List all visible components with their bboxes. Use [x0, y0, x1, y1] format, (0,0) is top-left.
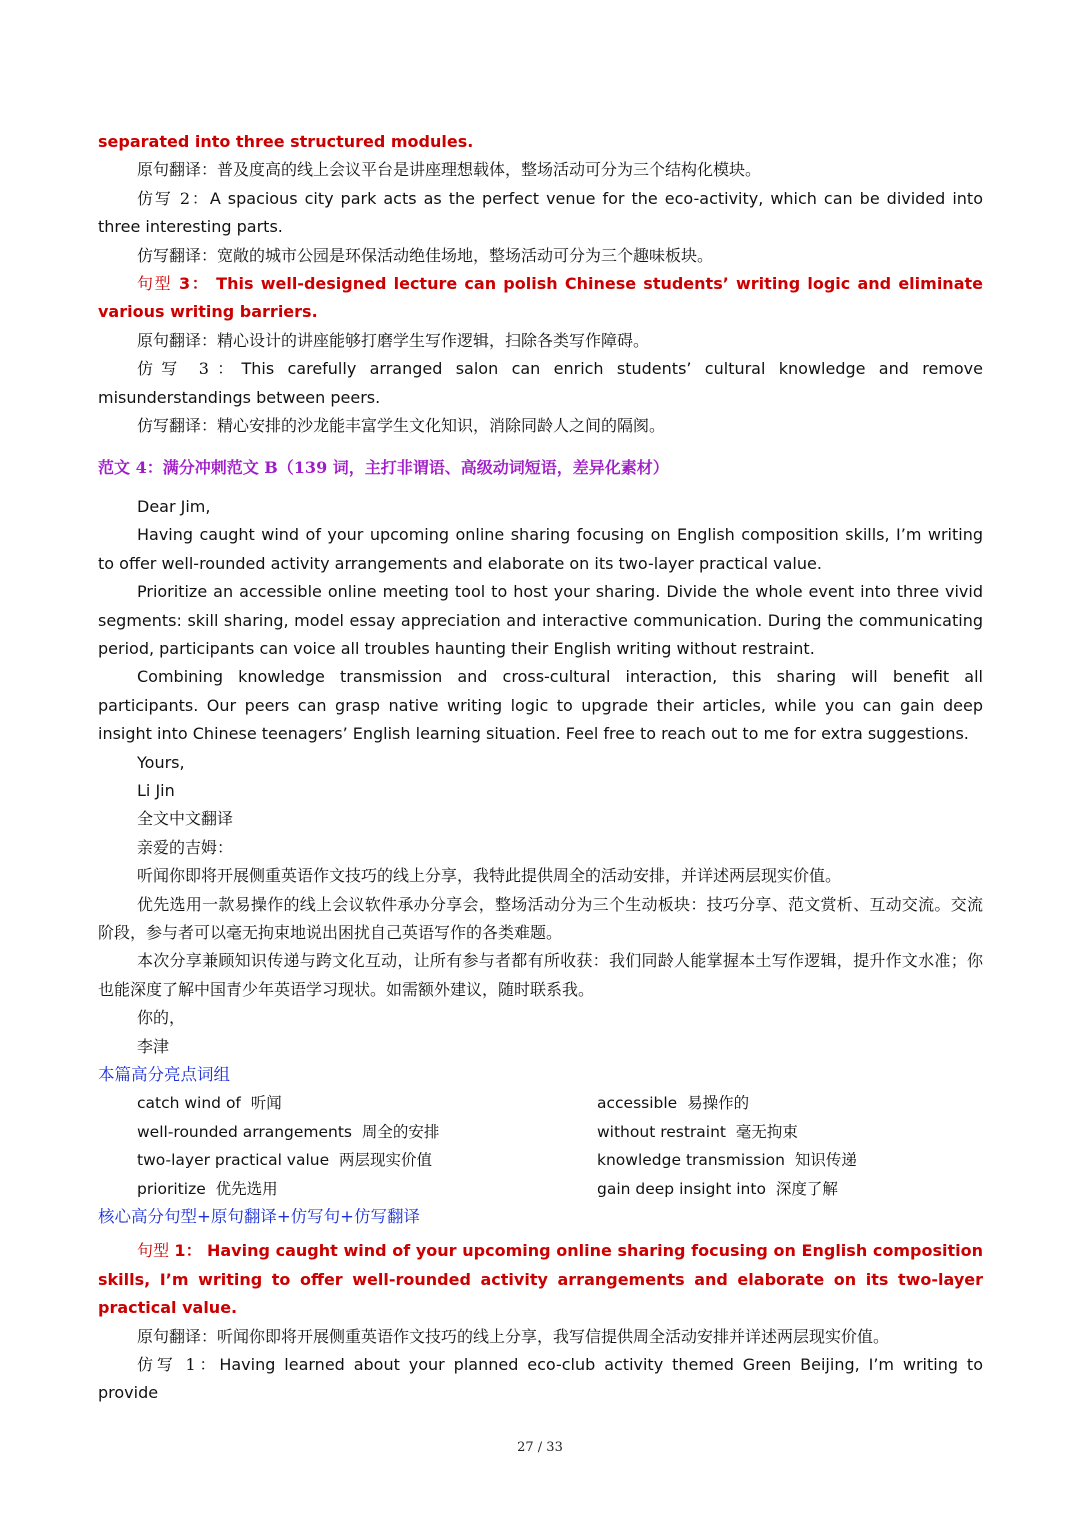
vocab-en: accessible: [597, 1094, 678, 1113]
translation-greeting: 亲爱的吉姆：: [137, 837, 234, 857]
vocab-cn: 毫无拘束: [735, 1122, 798, 1141]
imitation-2-translation: 仿写翻译：宽敞的城市公园是环保活动绝佳场地，整场活动可分为三个趣味板块。: [137, 245, 714, 265]
imitation-2: [98, 185, 983, 242]
translation-paragraph-3: 本次分享兼顾知识传递与跨文化互动，让所有参与者都有所收获：我们同龄人能掌握本土写作逻辑，提升作文水准；你也能深度了解中国青少年英语学习现状。如需额外建议，随时联系我。: [98, 951, 983, 999]
imitation-2-text: A spacious city park acts as the perfect venue for the eco-activity, which can be divided into three interesting parts.: [98, 188, 983, 237]
vocab-en: gain deep insight into: [597, 1179, 766, 1198]
translation-title: 全文中文翻译: [137, 809, 234, 829]
section-4-heading: 范文 4：满分冲刺范文 B（139 词，主打非谓语、高级动词短语，差异化素材）: [98, 458, 669, 478]
pattern-3-label: 句型: [137, 274, 180, 294]
translation-signature: 李津: [137, 1036, 170, 1056]
vocab-item: [597, 1118, 1022, 1146]
imitation-3-text: This carefully arranged salon can enrich students’ cultural knowledge and remove misunderstandings between peers.: [98, 359, 983, 407]
imitation-3-label: 仿写 3：: [137, 359, 242, 379]
letter-paragraph-3: Combining knowledge transmission and cross-cultural interaction, this sharing will benefit all participants. Our peers can grasp native writing logic to upgrade their articles, while you can gain deep insight into Chinese teenagers’ English learning situation. Feel free to reach out to me for extra suggestions.: [98, 667, 983, 744]
vocab-list: [98, 1089, 983, 1203]
page-number: 27 / 33: [517, 1440, 563, 1455]
pattern-1-label: 句型: [137, 1241, 175, 1261]
vocab-en: catch wind of: [137, 1094, 241, 1113]
imitation-2-label: 仿写 2：: [137, 188, 210, 208]
vocab-item: [137, 1089, 597, 1117]
vocab-en: without restraint: [597, 1122, 726, 1141]
chinese-translation: [98, 805, 983, 1061]
letter-greeting: Dear Jim,: [137, 496, 211, 516]
pattern-3-number: 3：: [179, 274, 210, 294]
vocab-en: well-rounded arrangements: [137, 1122, 353, 1141]
vocab-en: knowledge transmission: [597, 1151, 785, 1170]
vocab-item: [137, 1118, 597, 1146]
translation-paragraph-1: 听闻你即将开展侧重英语作文技巧的线上分享，我特此提供周全的活动安排，并详述两层现实价值。: [137, 866, 842, 886]
vocab-item: [597, 1175, 1022, 1203]
pattern-1-text: Having caught wind of your upcoming online sharing focusing on English composition skills, I’m writing to offer well-rounded activity arrangements and elaborate on its two-layer practical value.: [98, 1241, 984, 1318]
pattern-1: [98, 1237, 983, 1322]
letter-paragraph-1: Having caught wind of your upcoming online sharing focusing on English composition skills, I’m writing to offer well-rounded activity arrangements and elaborate on its two-layer practical value.: [98, 525, 983, 573]
imitation-1-label: 仿写 1：: [137, 1355, 220, 1375]
vocab-en: two-layer practical value: [137, 1151, 330, 1170]
vocab-cn: 周全的安排: [361, 1122, 440, 1141]
translation-closing: 你的，: [137, 1008, 186, 1028]
vocab-cn: 易操作的: [687, 1094, 750, 1113]
pattern-2-sentence-end: separated into three structured modules.: [98, 132, 474, 151]
model-letter: [98, 493, 983, 805]
document-page: [98, 128, 983, 1408]
imitation-1-text: Having learned about your planned eco-club activity themed Green Beijing, I’m writing to provide: [98, 1355, 983, 1403]
vocab-heading: 本篇高分亮点词组: [98, 1065, 230, 1084]
pattern-1-number: 1：: [174, 1241, 202, 1261]
vocab-cn: 两层现实价值: [339, 1151, 433, 1170]
pattern-2-translation: 原句翻译：普及度高的线上会议平台是讲座理想载体，整场活动可分为三个结构化模块。: [137, 160, 762, 180]
vocab-cn: 知识传递: [794, 1151, 857, 1170]
letter-closing: Yours,: [137, 752, 185, 772]
patterns-heading: 核心高分句型+原句翻译+仿写句+仿写翻译: [98, 1207, 420, 1227]
imitation-1: [98, 1351, 983, 1408]
vocab-item: [137, 1146, 597, 1174]
vocab-item: [137, 1175, 597, 1203]
vocab-item: [597, 1089, 1022, 1117]
imitation-3: [98, 355, 983, 412]
imitation-3-translation: 仿写翻译：精心安排的沙龙能丰富学生文化知识，消除同龄人之间的隔阂。: [137, 416, 666, 436]
vocab-cn: 深度了解: [775, 1179, 838, 1198]
vocab-item: [597, 1146, 1022, 1174]
translation-paragraph-2: 优先选用一款易操作的线上会议软件承办分享会，整场活动分为三个生动板块：技巧分享、范文赏析、互动交流。交流阶段，参与者可以毫无拘束地说出困扰自己英语写作的各类难题。: [98, 894, 983, 942]
vocab-cn: 优先选用: [215, 1179, 278, 1198]
pattern-1-translation: 原句翻译：听闻你即将开展侧重英语作文技巧的线上分享，我写信提供周全活动安排并详述两层现实价值。: [137, 1326, 890, 1346]
letter-signature: Li Jin: [137, 780, 175, 800]
letter-paragraph-2: Prioritize an accessible online meeting tool to host your sharing. Divide the whole event into three vivid segments: skill sharing, model essay appreciation and interactive communication. During the communicating period, participants can voice all troubles haunting their English writing without restraint.: [98, 582, 983, 658]
pattern-3-translation: 原句翻译：精心设计的讲座能够打磨学生写作逻辑，扫除各类写作障碍。: [137, 330, 650, 350]
pattern-3: [98, 270, 983, 327]
pattern-3-text: This well-designed lecture can polish Chinese students’ writing logic and eliminate various writing barriers.: [98, 274, 983, 322]
patterns-section: [98, 1237, 983, 1407]
vocab-cn: 听闻: [250, 1094, 282, 1113]
vocab-en: prioritize: [137, 1179, 206, 1198]
